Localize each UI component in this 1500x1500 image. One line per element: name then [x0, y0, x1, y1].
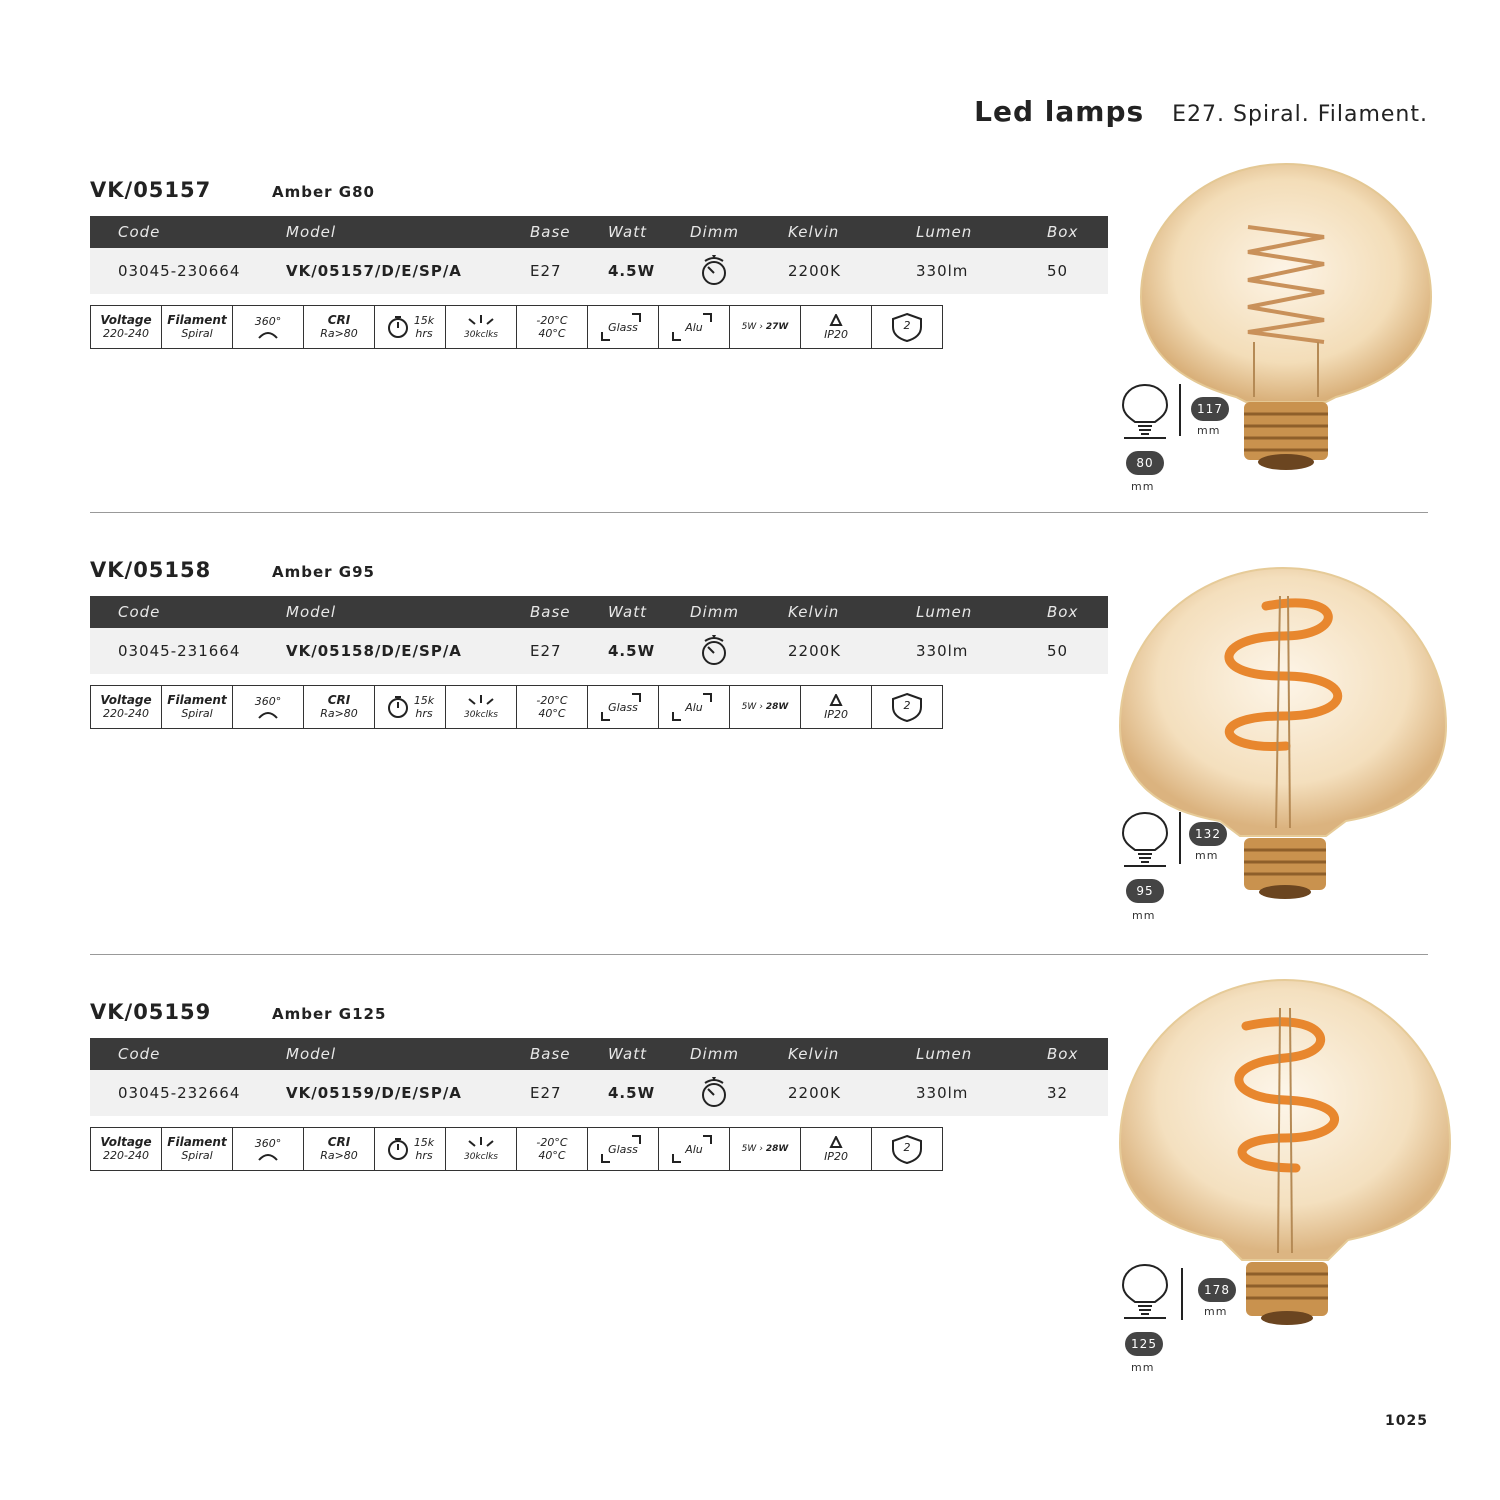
spec-table: [90, 596, 1108, 674]
page-title: [974, 95, 1428, 128]
equivalent-wattage-icon: 5W › 27W: [730, 306, 801, 348]
warranty-shield-icon: 2: [872, 306, 942, 348]
header-base: Base: [530, 1045, 571, 1063]
ip-rating-icon: IP20: [801, 306, 872, 348]
header-model: Model: [286, 223, 337, 241]
beam-angle-icon: 360°: [233, 686, 304, 728]
item-lumen: 330lm: [916, 1084, 969, 1102]
equivalent-wattage-icon: 5W › 28W: [730, 1128, 801, 1170]
alu-icon: Alu: [659, 1128, 730, 1170]
height-badge: 178: [1198, 1278, 1236, 1302]
item-base: E27: [530, 1084, 562, 1102]
dimmable-icon: [696, 628, 732, 674]
item-watt: 4.5W: [608, 642, 656, 660]
header-box: Box: [1047, 1045, 1079, 1063]
header-lumen: Lumen: [916, 223, 973, 241]
spec-table: [90, 216, 1108, 294]
filament-icon: Filament Spiral: [162, 1128, 233, 1170]
glass-icon: Glass: [588, 306, 659, 348]
spec-value-row: [90, 628, 1108, 674]
header-box: Box: [1047, 223, 1079, 241]
item-lumen: 330lm: [916, 262, 969, 280]
section-divider: [90, 512, 1428, 513]
bulb-outline-icon: [1118, 1262, 1172, 1320]
product-name: Amber G95: [272, 563, 375, 581]
product-code: VK/05159: [90, 1000, 212, 1024]
switch-cycles-icon: 30kclks: [446, 686, 517, 728]
diameter-badge: 125: [1125, 1332, 1163, 1356]
item-model: VK/05159/D/E/SP/A: [286, 1084, 462, 1102]
header-box: Box: [1047, 603, 1079, 621]
height-unit: mm: [1204, 1305, 1228, 1318]
item-code: 03045-230664: [118, 262, 241, 280]
feature-icons: [90, 1127, 943, 1171]
switch-cycles-icon: 30kclks: [446, 306, 517, 348]
item-watt: 4.5W: [608, 262, 656, 280]
diameter-unit: mm: [1131, 1361, 1155, 1374]
warranty-shield-icon: 2: [872, 686, 942, 728]
header-model: Model: [286, 603, 337, 621]
item-base: E27: [530, 642, 562, 660]
header-model: Model: [286, 1045, 337, 1063]
filament-icon: Filament Spiral: [162, 686, 233, 728]
height-badge: 132: [1189, 822, 1227, 846]
item-box: 50: [1047, 642, 1069, 660]
header-kelvin: Kelvin: [788, 223, 840, 241]
equivalent-wattage-icon: 5W › 28W: [730, 686, 801, 728]
glass-icon: Glass: [588, 1128, 659, 1170]
switch-cycles-icon: 30kclks: [446, 1128, 517, 1170]
header-code: Code: [118, 1045, 161, 1063]
item-watt: 4.5W: [608, 1084, 656, 1102]
alu-icon: Alu: [659, 306, 730, 348]
voltage-icon: Voltage 220-240: [91, 306, 162, 348]
voltage-icon: Voltage 220-240: [91, 1128, 162, 1170]
diameter-unit: mm: [1132, 909, 1156, 922]
spec-value-row: [90, 1070, 1108, 1116]
height-line-icon: [1178, 384, 1182, 436]
temperature-icon: -20°C 40°C: [517, 306, 588, 348]
lifetime-icon: 15k hrs: [375, 686, 446, 728]
product-name: Amber G80: [272, 183, 375, 201]
header-base: Base: [530, 603, 571, 621]
header-watt: Watt: [608, 1045, 647, 1063]
header-dimm: Dimm: [690, 1045, 739, 1063]
temperature-icon: -20°C 40°C: [517, 1128, 588, 1170]
header-dimm: Dimm: [690, 603, 739, 621]
feature-icons: [90, 305, 943, 349]
filament-icon: Filament Spiral: [162, 306, 233, 348]
lifetime-icon: 15k hrs: [375, 306, 446, 348]
ip-rating-icon: IP20: [801, 1128, 872, 1170]
bulb-outline-icon: [1118, 382, 1172, 440]
beam-angle-icon: 360°: [233, 306, 304, 348]
warranty-shield-icon: 2: [872, 1128, 942, 1170]
spec-header-row: [90, 1038, 1108, 1070]
product-name: Amber G125: [272, 1005, 387, 1023]
spec-table: [90, 1038, 1108, 1116]
diameter-badge: 80: [1126, 451, 1164, 475]
diameter-badge: 95: [1126, 879, 1164, 903]
height-unit: mm: [1195, 849, 1219, 862]
cri-icon: CRI Ra>80: [304, 1128, 375, 1170]
spec-value-row: [90, 248, 1108, 294]
page-title-main: Led lamps: [974, 95, 1145, 128]
item-model: VK/05158/D/E/SP/A: [286, 642, 462, 660]
diameter-unit: mm: [1131, 480, 1155, 493]
item-kelvin: 2200K: [788, 642, 842, 660]
item-kelvin: 2200K: [788, 1084, 842, 1102]
item-lumen: 330lm: [916, 642, 969, 660]
cri-icon: CRI Ra>80: [304, 686, 375, 728]
page-number: 1025: [1385, 1413, 1428, 1429]
product-code: VK/05157: [90, 178, 212, 202]
height-line-icon: [1178, 812, 1182, 864]
item-base: E27: [530, 262, 562, 280]
header-watt: Watt: [608, 223, 647, 241]
height-unit: mm: [1197, 424, 1221, 437]
header-lumen: Lumen: [916, 603, 973, 621]
item-code: 03045-232664: [118, 1084, 241, 1102]
header-code: Code: [118, 603, 161, 621]
page-title-sub: E27. Spiral. Filament.: [1172, 102, 1428, 127]
spec-header-row: [90, 596, 1108, 628]
item-model: VK/05157/D/E/SP/A: [286, 262, 462, 280]
header-kelvin: Kelvin: [788, 603, 840, 621]
header-lumen: Lumen: [916, 1045, 973, 1063]
bulb-outline-icon: [1118, 810, 1172, 868]
dimmable-icon: [696, 248, 732, 294]
item-box: 50: [1047, 262, 1069, 280]
header-base: Base: [530, 223, 571, 241]
item-box: 32: [1047, 1084, 1069, 1102]
dimmable-icon: [696, 1070, 732, 1116]
lifetime-icon: 15k hrs: [375, 1128, 446, 1170]
feature-icons: [90, 685, 943, 729]
item-kelvin: 2200K: [788, 262, 842, 280]
header-kelvin: Kelvin: [788, 1045, 840, 1063]
header-dimm: Dimm: [690, 223, 739, 241]
item-code: 03045-231664: [118, 642, 241, 660]
header-watt: Watt: [608, 603, 647, 621]
spec-header-row: [90, 216, 1108, 248]
glass-icon: Glass: [588, 686, 659, 728]
height-badge: 117: [1191, 397, 1229, 421]
height-line-icon: [1180, 1268, 1184, 1320]
section-divider: [90, 954, 1428, 955]
alu-icon: Alu: [659, 686, 730, 728]
temperature-icon: -20°C 40°C: [517, 686, 588, 728]
header-code: Code: [118, 223, 161, 241]
cri-icon: CRI Ra>80: [304, 306, 375, 348]
ip-rating-icon: IP20: [801, 686, 872, 728]
beam-angle-icon: 360°: [233, 1128, 304, 1170]
voltage-icon: Voltage 220-240: [91, 686, 162, 728]
product-code: VK/05158: [90, 558, 212, 582]
